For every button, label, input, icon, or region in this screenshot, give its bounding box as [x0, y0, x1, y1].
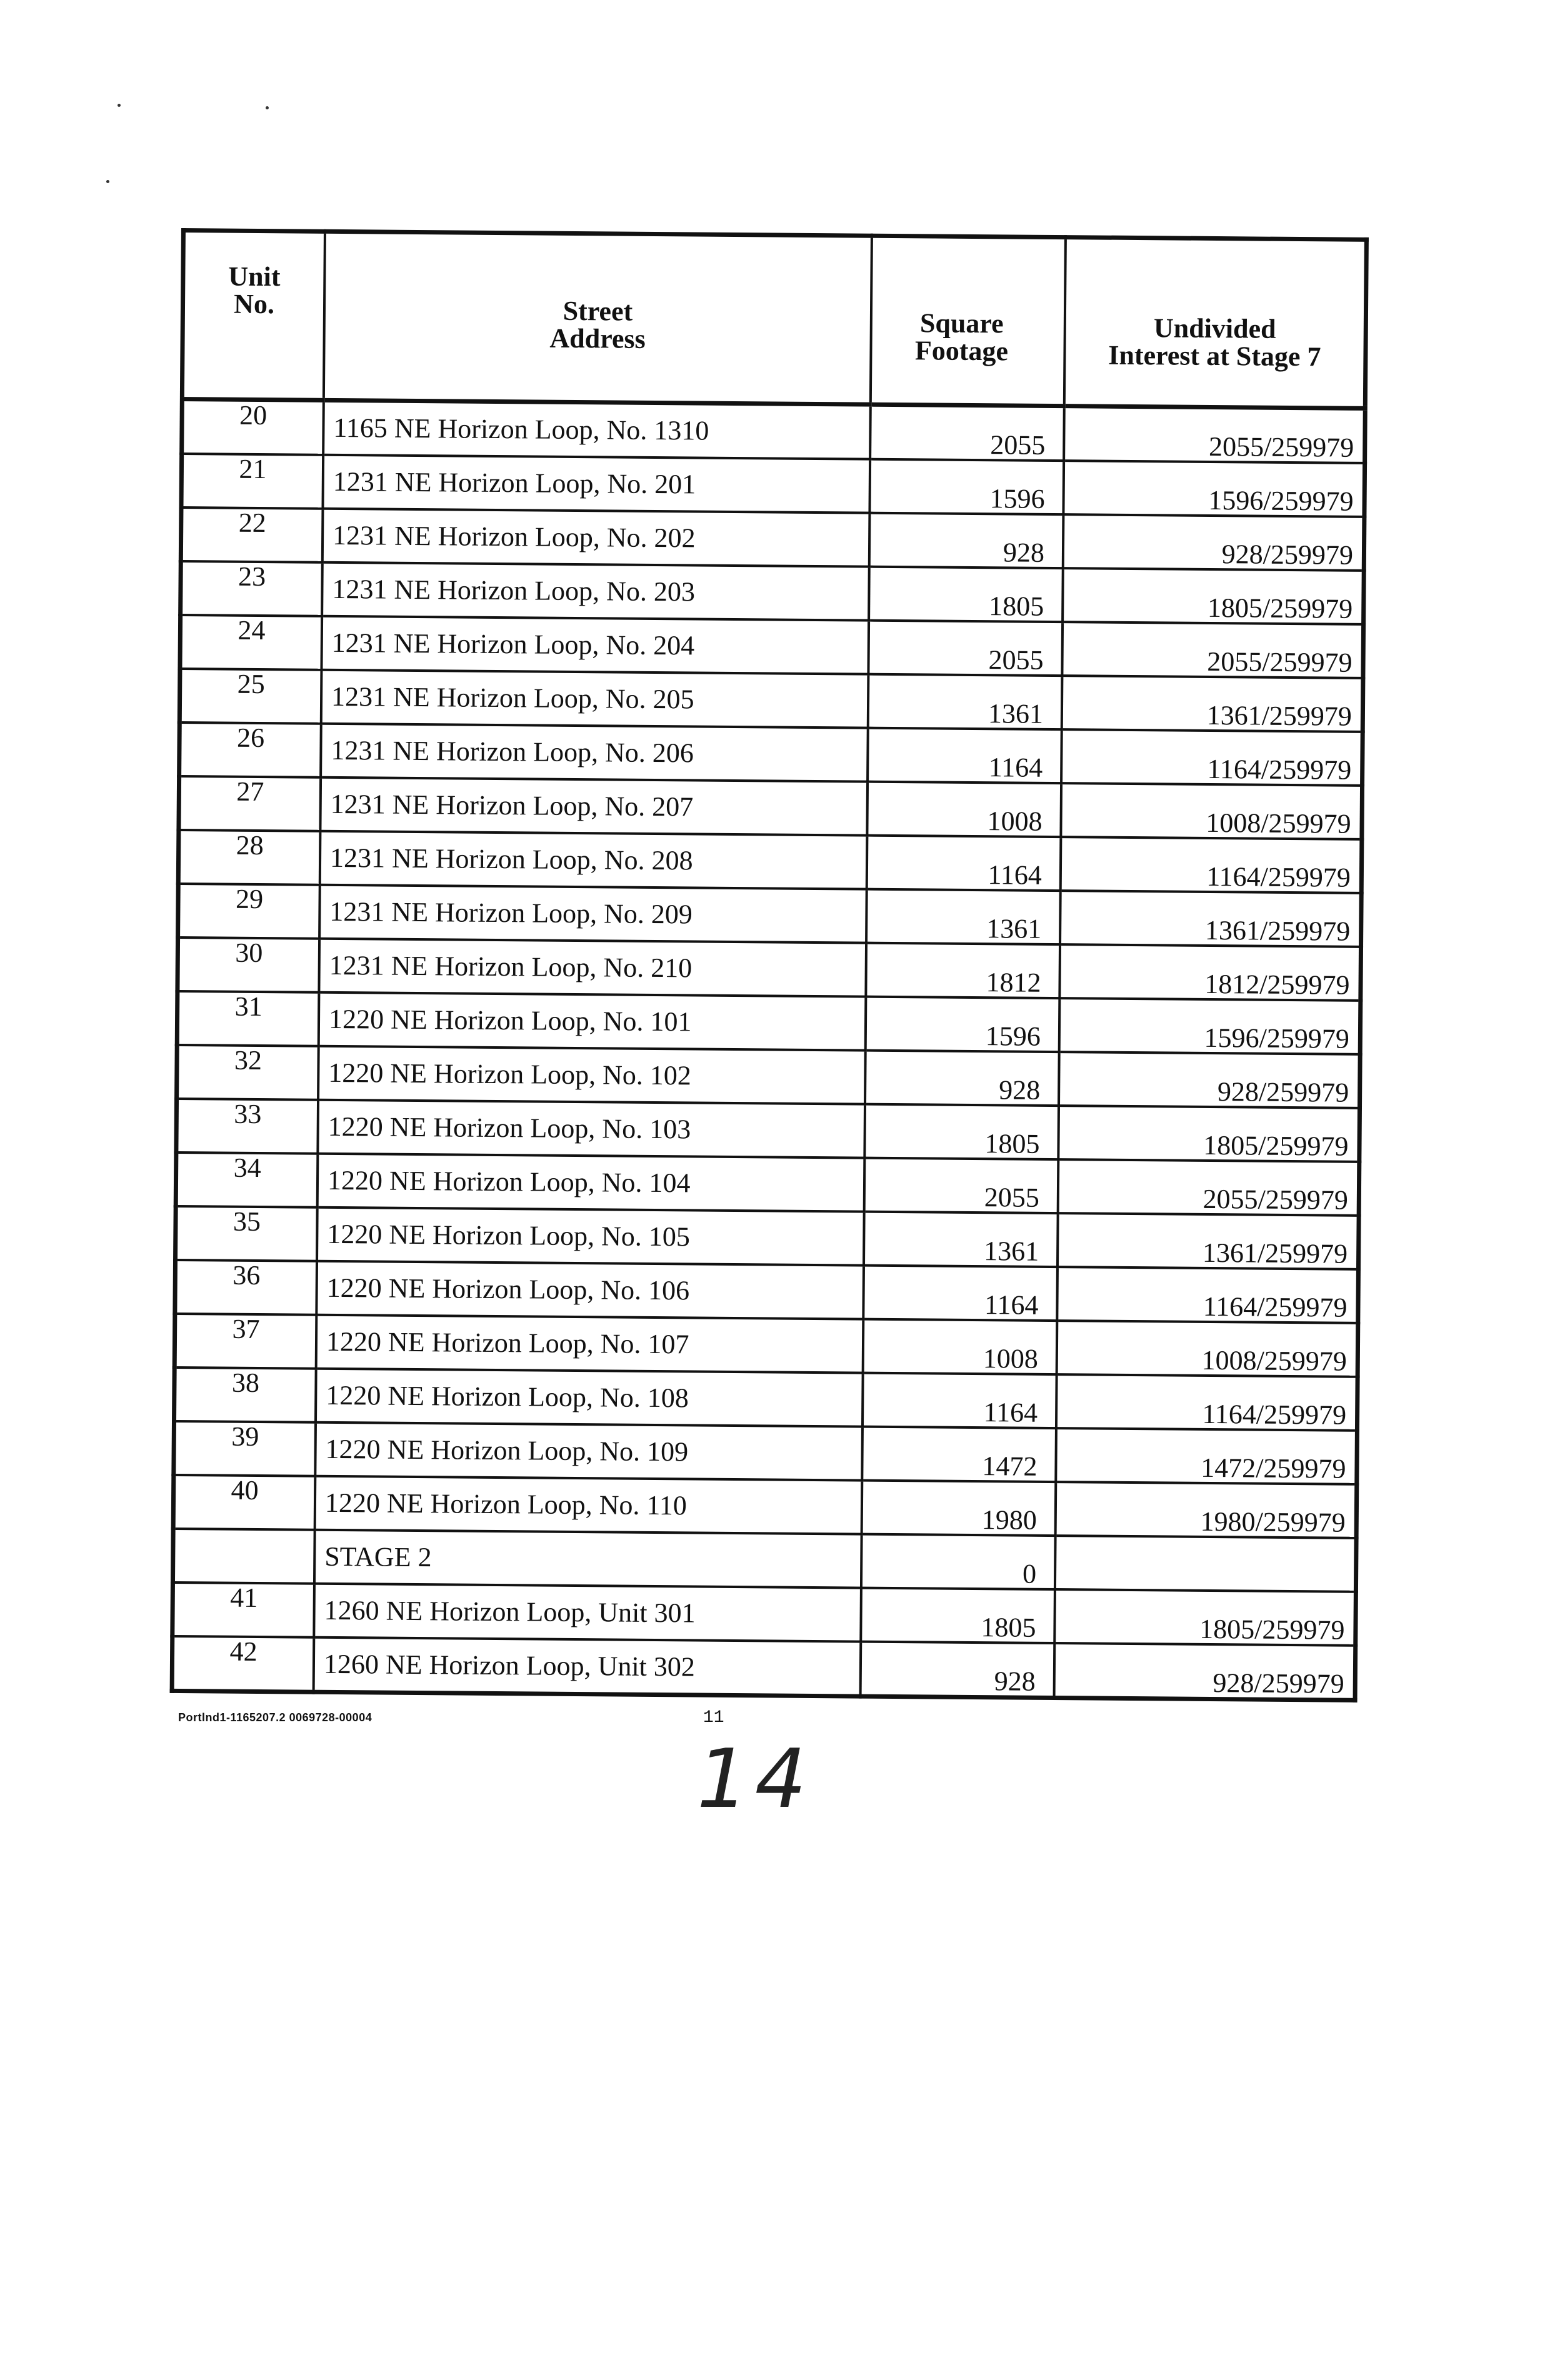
table-row [176, 1152, 1359, 1216]
undivided-interest-cell: 928/259979 [1059, 1052, 1360, 1108]
undivided-interest-cell: 2055/259979 [1064, 406, 1365, 463]
undivided-interest-cell: 1164/259979 [1061, 837, 1362, 893]
street-address-cell: 1220 NE Horizon Loop, No. 107 [316, 1315, 864, 1373]
undivided-interest-cell: 1164/259979 [1061, 729, 1362, 786]
square-footage-cell: 1361 [864, 1212, 1058, 1267]
square-footage-cell: 2055 [868, 621, 1062, 676]
table-row [178, 938, 1361, 1001]
handwritten-page-number: 14 [697, 1731, 813, 1826]
unit-no-cell: 41 [172, 1582, 314, 1638]
street-address-cell: 1260 NE Horizon Loop, Unit 301 [314, 1584, 861, 1642]
square-footage-cell: 1361 [868, 674, 1062, 729]
undivided-interest-cell: 1805/259979 [1054, 1589, 1356, 1646]
scan-speck [106, 180, 109, 183]
undivided-interest-cell [1055, 1536, 1356, 1592]
square-footage-cell: 1805 [864, 1104, 1059, 1159]
unit-no-cell: 35 [176, 1206, 318, 1261]
undivided-interest-cell: 1805/259979 [1058, 1106, 1359, 1162]
square-footage-cell: 928 [865, 1051, 1059, 1106]
street-address-cell: 1231 NE Horizon Loop, No. 210 [319, 939, 866, 997]
square-footage-cell: 2055 [864, 1158, 1059, 1213]
unit-no-cell: 33 [176, 1099, 318, 1154]
square-footage-cell: 1980 [862, 1481, 1056, 1536]
table-row [176, 1099, 1360, 1162]
header-unit-no [182, 231, 325, 401]
table-row [174, 1421, 1358, 1484]
undivided-interest-cell: 1361/259979 [1060, 891, 1361, 947]
undivided-interest-cell: 928/259979 [1054, 1643, 1356, 1700]
table-row [181, 561, 1364, 624]
undivided-interest-cell: 1812/259979 [1059, 944, 1361, 1001]
undivided-interest-cell: 1596/259979 [1059, 998, 1361, 1054]
undivided-interest-cell: 2055/259979 [1062, 622, 1363, 678]
street-address-cell: 1231 NE Horizon Loop, No. 206 [321, 724, 868, 782]
unit-no-cell: 32 [177, 1045, 319, 1100]
header-undivided-interest [1064, 238, 1367, 409]
table-row [181, 454, 1365, 517]
unit-no-cell: 24 [180, 615, 322, 670]
unit-no-cell: 29 [178, 884, 320, 939]
street-address-cell: 1231 NE Horizon Loop, No. 205 [321, 670, 869, 728]
undivided-interest-cell: 1980/259979 [1056, 1482, 1357, 1538]
square-footage-cell: 1596 [869, 459, 1064, 514]
street-address-cell: 1231 NE Horizon Loop, No. 201 [322, 455, 870, 513]
table-row [179, 722, 1363, 786]
square-footage-cell: 1472 [862, 1427, 1056, 1482]
undivided-interest-cell: 1361/259979 [1058, 1213, 1359, 1269]
unit-no-cell: 20 [182, 399, 324, 455]
undivided-interest-cell: 1805/259979 [1062, 568, 1364, 624]
table-row [177, 991, 1361, 1054]
table-row [182, 399, 1366, 463]
unit-no-cell: 23 [181, 561, 322, 616]
unit-no-cell: 21 [181, 454, 323, 509]
header-address-line2: Address [549, 322, 646, 354]
table-row [176, 1206, 1359, 1269]
table-row [178, 884, 1362, 947]
undivided-interest-cell: 2055/259979 [1058, 1159, 1359, 1216]
square-footage-cell: 1812 [866, 943, 1060, 998]
square-footage-cell: 928 [869, 513, 1064, 568]
table-header-row [182, 231, 1366, 409]
header-sqft-line1: Square [919, 307, 1004, 339]
street-address-cell: 1165 NE Horizon Loop, No. 1310 [323, 400, 871, 459]
header-street-address [324, 231, 872, 404]
street-address-cell: 1231 NE Horizon Loop, No. 207 [320, 778, 868, 836]
street-address-cell: 1231 NE Horizon Loop, No. 202 [322, 509, 870, 567]
square-footage-cell: 1164 [862, 1373, 1057, 1428]
street-address-cell: 1220 NE Horizon Loop, No. 110 [315, 1476, 862, 1534]
header-interest-line1: Undivided [1153, 312, 1276, 344]
unit-interest-table [170, 228, 1369, 1702]
scan-speck [266, 106, 269, 109]
table-row [173, 1475, 1357, 1538]
unit-no-cell: 31 [177, 991, 319, 1046]
header-unit-line1: Unit [228, 261, 281, 292]
page-number: 11 [703, 1708, 724, 1728]
unit-no-cell: 36 [175, 1260, 317, 1315]
header-unit-line2: No. [233, 288, 275, 320]
street-address-cell: STAGE 2 [314, 1530, 862, 1588]
street-address-cell: 1220 NE Horizon Loop, No. 109 [315, 1422, 862, 1481]
square-footage-cell: 1164 [868, 728, 1062, 783]
unit-no-cell [172, 1529, 314, 1584]
table-body [172, 399, 1365, 1701]
undivided-interest-cell: 928/259979 [1063, 514, 1364, 571]
table-row [181, 508, 1364, 571]
unit-no-cell: 26 [179, 722, 321, 778]
street-address-cell: 1231 NE Horizon Loop, No. 208 [320, 831, 868, 889]
square-footage-cell: 1361 [866, 889, 1061, 944]
header-address-line1: Street [562, 295, 633, 327]
square-footage-cell: 0 [861, 1534, 1056, 1589]
street-address-cell: 1220 NE Horizon Loop, No. 102 [318, 1046, 866, 1104]
square-footage-cell: 2055 [870, 404, 1064, 461]
table-row [174, 1314, 1358, 1377]
unit-no-cell: 37 [174, 1314, 316, 1369]
undivided-interest-cell: 1596/259979 [1063, 461, 1364, 517]
table-row [178, 830, 1362, 893]
square-footage-cell: 1164 [863, 1266, 1058, 1321]
square-footage-cell: 1164 [867, 836, 1061, 891]
street-address-cell: 1260 NE Horizon Loop, Unit 302 [314, 1638, 861, 1696]
undivided-interest-cell: 1008/259979 [1061, 783, 1362, 839]
unit-no-cell: 22 [181, 508, 322, 562]
street-address-cell: 1220 NE Horizon Loop, No. 104 [318, 1154, 865, 1212]
table-row [179, 776, 1362, 839]
table-row [179, 669, 1363, 732]
table-row [172, 1529, 1356, 1592]
undivided-interest-cell: 1361/259979 [1062, 676, 1363, 732]
table-row [175, 1260, 1359, 1323]
square-footage-cell: 1596 [866, 997, 1060, 1052]
square-footage-cell: 1008 [863, 1319, 1058, 1374]
square-footage-cell: 1805 [869, 567, 1063, 622]
street-address-cell: 1231 NE Horizon Loop, No. 209 [319, 885, 867, 943]
undivided-interest-cell: 1008/259979 [1057, 1321, 1358, 1377]
street-address-cell: 1220 NE Horizon Loop, No. 101 [319, 992, 866, 1051]
unit-no-cell: 38 [174, 1368, 316, 1422]
header-interest-line2: Interest at Stage 7 [1108, 339, 1321, 372]
undivided-interest-cell: 1472/259979 [1056, 1428, 1357, 1484]
unit-no-cell: 42 [172, 1636, 314, 1692]
square-footage-cell: 928 [861, 1642, 1055, 1698]
unit-no-cell: 34 [176, 1152, 318, 1208]
scan-speck [118, 104, 121, 107]
square-footage-cell: 1008 [867, 782, 1061, 837]
unit-no-cell: 39 [174, 1421, 316, 1476]
street-address-cell: 1220 NE Horizon Loop, No. 106 [316, 1261, 864, 1319]
table-row [172, 1636, 1356, 1700]
header-square-footage [871, 236, 1066, 406]
square-footage-cell: 1805 [861, 1588, 1055, 1643]
table-row [174, 1368, 1358, 1431]
table-row [172, 1582, 1356, 1646]
unit-table-container [170, 228, 1354, 1702]
undivided-interest-cell: 1164/259979 [1057, 1267, 1358, 1323]
header-sqft-line2: Footage [914, 334, 1009, 366]
unit-no-cell: 25 [179, 669, 321, 724]
undivided-interest-cell: 1164/259979 [1056, 1374, 1358, 1431]
street-address-cell: 1220 NE Horizon Loop, No. 105 [317, 1208, 864, 1266]
document-id: Portlnd1-1165207.2 0069728-00004 [178, 1711, 372, 1724]
table-row [180, 615, 1364, 678]
unit-no-cell: 40 [173, 1475, 315, 1530]
table-row [177, 1045, 1361, 1108]
unit-no-cell: 30 [178, 938, 319, 992]
street-address-cell: 1220 NE Horizon Loop, No. 108 [316, 1369, 863, 1427]
street-address-cell: 1231 NE Horizon Loop, No. 204 [321, 616, 869, 674]
unit-no-cell: 27 [179, 776, 321, 831]
street-address-cell: 1220 NE Horizon Loop, No. 103 [318, 1100, 865, 1158]
unit-no-cell: 28 [178, 830, 320, 885]
street-address-cell: 1231 NE Horizon Loop, No. 203 [322, 562, 869, 621]
